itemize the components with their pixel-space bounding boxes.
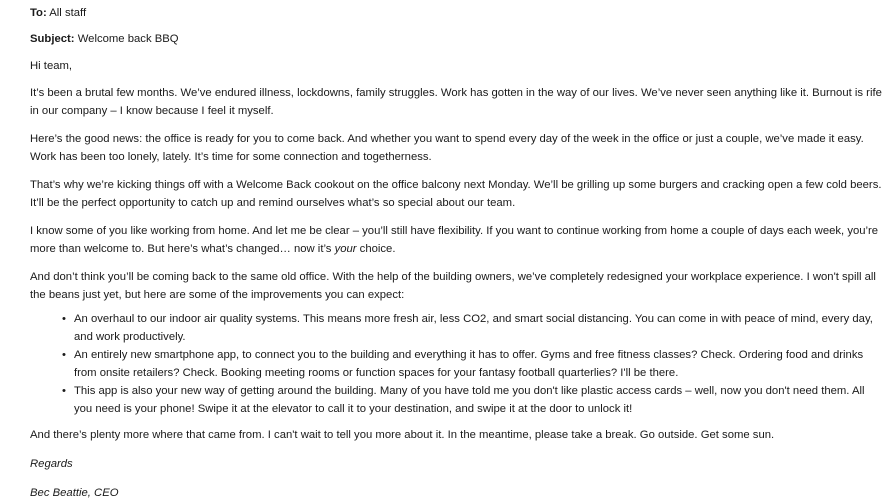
greeting: Hi team, [30, 60, 73, 72]
paragraph-good-news: Here’s the good news: the office is ready for you to come back. And whether you want to spend every day of the week in the office or just a couple, we’ve made it easy. Work has been too lonely, lately. It’s time for some connection and togetherness. [30, 133, 864, 163]
bullet-icon: • [62, 385, 66, 397]
paragraph-flexibility [30, 222, 885, 258]
flexibility-text-end: choice. [356, 243, 396, 255]
improvements-list [30, 310, 885, 418]
to-label: To: [30, 7, 47, 19]
list-item [62, 346, 885, 382]
list-item-text: An overhaul to our indoor air quality systems. This means more fresh air, less CO2, and smart social distancing. You can come in with peace of mind, every day, and work productively. [74, 313, 873, 343]
subject-label: Subject: [30, 33, 75, 45]
paragraph-cookout: That’s why we’re kicking things off with a Welcome Back cookout on the office balcony next Monday. We’ll be grilling up some burgers and cracking open a few cold beers. It’ll be the perfect opportunity to catch up and remind ourselves what’s so special about our team. [30, 179, 882, 209]
subject-value: Welcome back BBQ [74, 33, 179, 45]
flexibility-text: I know some of you like working from home. And let me be clear – you’ll still have flexibility. If you want to continue working from home a couple of days each week, you’re more than welcome to. But here’s what’s changed… now it’s [30, 225, 879, 255]
subject-line [30, 31, 885, 47]
email-body [30, 5, 885, 502]
list-item [62, 382, 885, 418]
flexibility-emphasis: your [334, 243, 357, 255]
bullet-icon: • [62, 349, 66, 361]
signature: Bec Beattie, CEO [30, 487, 119, 500]
paragraph-closing: And there’s plenty more where that came from. I can't wait to tell you more about it. In the meantime, please take a break. Go outside. Get some sun. [30, 429, 775, 441]
paragraph-burnout: It’s been a brutal few months. We’ve endured illness, lockdowns, family struggles. Work has gotten in the way of our lives. We’ve never seen anything like it. Burnout is rife in our company – I know because I feel it myself. [30, 87, 882, 117]
paragraph-improvements-intro: And don’t think you’ll be coming back to the same old office. With the help of the building owners, we’ve completely redesigned your workplace experience. I won't spill all the beans just yet, but here are some of the improvements you can expect: [30, 271, 876, 301]
list-item-text: This app is also your new way of getting around the building. Many of you have told me you don't like plastic access cards – well, now you don't need them. All you need is your phone! Swipe it at the elevator to call it to your destination, and swipe it at the door to unlock it! [74, 385, 865, 415]
to-value: All staff [46, 7, 87, 19]
list-item-text: An entirely new smartphone app, to connect you to the building and everything it has to offer. Gyms and free fitness classes? Check. Ordering food and drinks from onsite retailers? Check. Booking meeting rooms or function spaces for your fantasy football quarterlies? I'll be there. [74, 349, 864, 379]
regards: Regards [30, 458, 73, 471]
to-line [30, 5, 885, 21]
list-item [62, 310, 885, 346]
bullet-icon: • [62, 313, 66, 325]
